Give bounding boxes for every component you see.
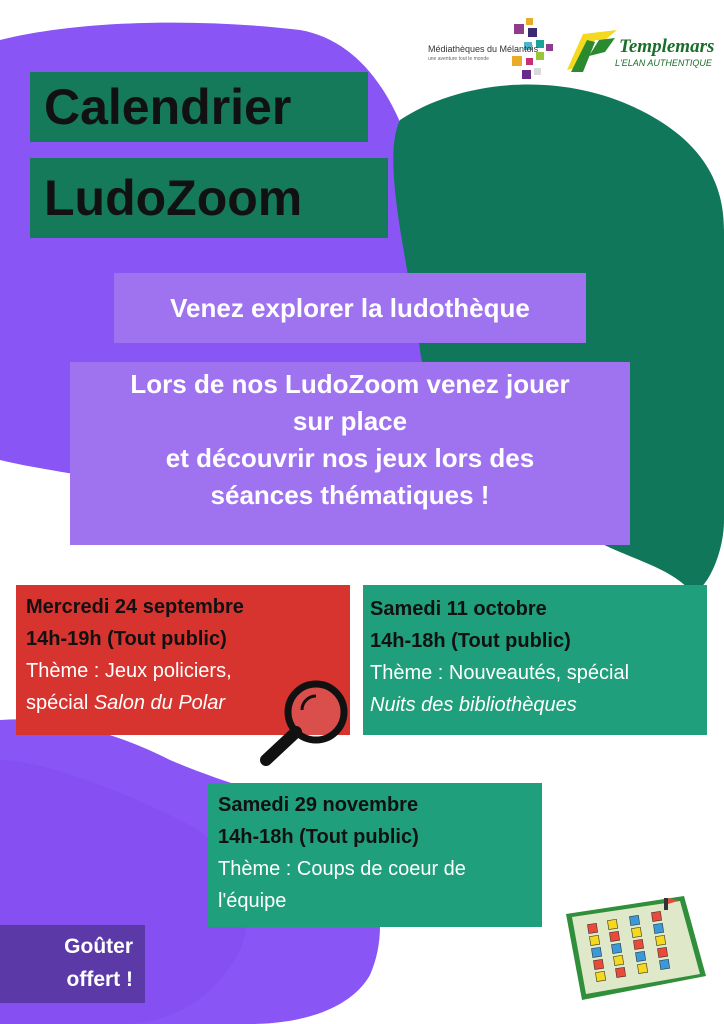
session-card-october (363, 585, 707, 735)
session-theme-prefix: Thème : Jeux policiers, (26, 660, 232, 682)
title-line-1: Calendrier (30, 72, 368, 142)
session-hours: 14h-18h (Tout public) (370, 630, 571, 652)
intro-line: et découvrir nos jeux lors des (165, 443, 535, 473)
session-date: Samedi 11 octobre (370, 598, 547, 620)
session-hours: 14h-18h (Tout public) (218, 826, 419, 848)
session-theme-prefix: Thème : Nouveautés, spécial (370, 662, 630, 684)
session-date: Mercredi 24 septembre (26, 596, 244, 618)
session-theme-italic: Nuits des bibliothèques (370, 694, 577, 716)
title-line-2: LudoZoom (30, 158, 388, 238)
session-theme-line: Thème : Coups de coeur de (218, 858, 466, 880)
mediatheque-logo-tagline: une aventure tout le monde (428, 56, 489, 62)
session-theme-rest: spécial (26, 692, 94, 714)
board-game-icon (560, 890, 710, 1005)
intro-line: séances thématiques ! (210, 480, 490, 510)
session-theme-line: l'équipe (218, 890, 287, 912)
intro-headline: Venez explorer la ludothèque (114, 273, 586, 343)
snack-badge (0, 925, 145, 1003)
magnifier-icon (258, 676, 352, 768)
mediatheque-logo (428, 18, 558, 88)
snack-line: offert ! (66, 968, 133, 991)
intro-text (70, 362, 630, 545)
intro-line: Lors de nos LudoZoom venez jouer (130, 369, 570, 399)
templemars-logo (565, 26, 715, 76)
intro-line: sur place (292, 406, 408, 436)
templemars-logo-icon (565, 26, 621, 76)
session-hours: 14h-19h (Tout public) (26, 628, 227, 650)
templemars-logo-tagline: L'ELAN AUTHENTIQUE (615, 58, 712, 68)
session-theme (370, 657, 707, 721)
snack-line: Goûter (64, 935, 133, 958)
templemars-logo-name: Templemars (619, 36, 715, 57)
session-theme (218, 853, 542, 917)
session-card-november (208, 783, 542, 927)
session-date: Samedi 29 novembre (218, 794, 419, 816)
session-theme-italic: Salon du Polar (93, 692, 226, 714)
mediatheque-logo-name: Médiathèques du Mélantois (428, 44, 539, 54)
